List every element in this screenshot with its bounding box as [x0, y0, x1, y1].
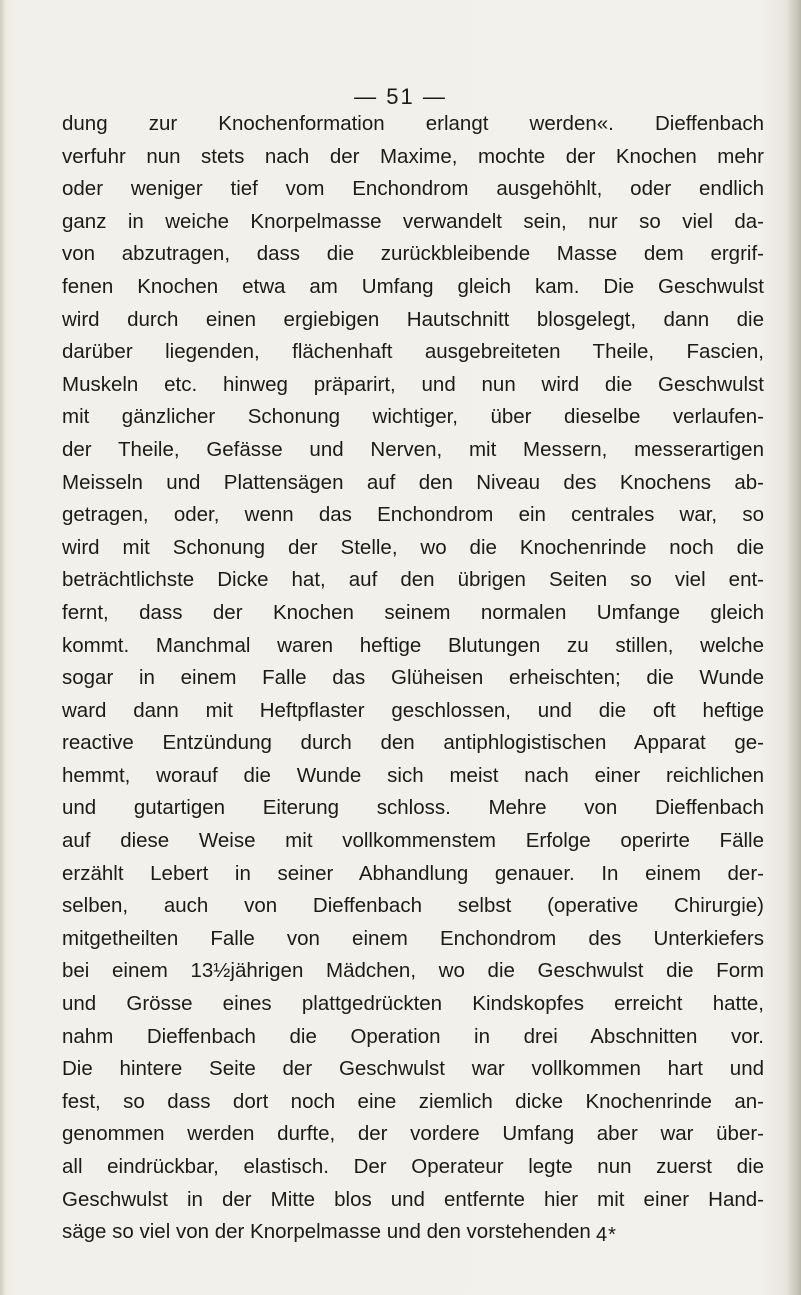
text-line-2: verfuhr nun stets nach der Maxime, mochte der Knochen mehr [62, 144, 764, 168]
text-line-3: oder weniger tief vom Enchondrom ausgehöhlt, oder endlich [62, 177, 764, 201]
text-line-9: Muskeln etc. hinweg präparirt, und nun wird die Geschwulst [62, 372, 764, 396]
text-line-13: getragen, oder, wenn das Enchondrom ein centrales war, so [62, 503, 764, 527]
text-line-29: nahm Dieffenbach die Operation in drei Abschnitten vor. [62, 1024, 764, 1048]
text-line-14: wird mit Schonung der Stelle, wo die Knochenrinde noch die [62, 535, 764, 559]
text-line-23: auf diese Weise mit vollkommenstem Erfolge operirte Fälle [62, 829, 764, 853]
text-line-16: fernt, dass der Knochen seinem normalen Umfange gleich [62, 600, 764, 624]
text-line-27: bei einem 13½jährigen Mädchen, wo die Geschwulst die Form [62, 959, 764, 983]
text-line-7: wird durch einen ergiebigen Hautschnitt blosgelegt, dann die [62, 307, 764, 331]
text-line-24: erzählt Lebert in seiner Abhandlung genauer. In einem der- [62, 861, 764, 885]
text-line-21: hemmt, worauf die Wunde sich meist nach einer reichlichen [62, 763, 764, 787]
text-line-17: kommt. Manchmal waren heftige Blutungen zu stillen, welche [62, 633, 764, 657]
text-line-34: Geschwulst in der Mitte blos und entfernte hier mit einer Hand- [62, 1187, 764, 1211]
text-line-33: all eindrückbar, elastisch. Der Operateur legte nun zuerst die [62, 1155, 764, 1178]
text-line-8: darüber liegenden, flächenhaft ausgebreiteten Theile, Fascien, [62, 340, 764, 364]
text-line-5: von abzutragen, dass die zurückbleibende Masse dem ergrif- [62, 242, 764, 266]
text-line-22: und gutartigen Eiterung schloss. Mehre von Dieffenbach [62, 796, 764, 820]
text-line-4: ganz in weiche Knorpelmasse verwandelt sein, nur so viel da- [62, 209, 764, 233]
text-line-18: sogar in einem Falle das Glüheisen erheischten; die Wunde [62, 666, 764, 690]
text-line-32: genommen werden durfte, der vordere Umfang aber war über- [62, 1122, 764, 1146]
page-right-edge-shadow [787, 0, 801, 1295]
signature-mark: 4* [596, 1224, 617, 1246]
text-line-35: säge so viel von der Knorpelmasse und den vorstehenden [62, 1220, 591, 1244]
text-line-11: der Theile, Gefässe und Nerven, mit Messern, messerartigen [62, 437, 764, 461]
text-line-6: fenen Knochen etwa am Umfang gleich kam. Die Geschwulst [62, 274, 764, 298]
text-line-20: reactive Entzündung durch den antiphlogistischen Apparat ge- [62, 731, 764, 755]
body-text [62, 108, 764, 1249]
text-line-19: ward dann mit Heftpflaster geschlossen, und die oft heftige [62, 698, 764, 722]
page-number: — 51 — [354, 84, 447, 109]
text-line-28: und Grösse eines plattgedrückten Kindskopfes erreicht hatte, [62, 992, 764, 1016]
text-line-31: fest, so dass dort noch eine ziemlich dicke Knochenrinde an- [62, 1089, 764, 1113]
text-line-30: Die hintere Seite der Geschwulst war vollkommen hart und [62, 1057, 764, 1081]
page-left-edge-shadow [0, 0, 6, 1295]
text-line-12: Meisseln und Plattensägen auf den Niveau des Knochens ab- [62, 470, 764, 494]
text-line-15: beträchtlichste Dicke hat, auf den übrigen Seiten so viel ent- [62, 568, 764, 592]
text-line-1: dung zur Knochenformation erlangt werden«. Dieffenbach [62, 112, 764, 135]
text-line-10: mit gänzlicher Schonung wichtiger, über dieselbe verlaufen- [62, 405, 764, 429]
text-line-26: mitgetheilten Falle von einem Enchondrom des Unterkiefers [62, 926, 764, 950]
text-line-25: selben, auch von Dieffenbach selbst (operative Chirurgie) [62, 894, 764, 918]
